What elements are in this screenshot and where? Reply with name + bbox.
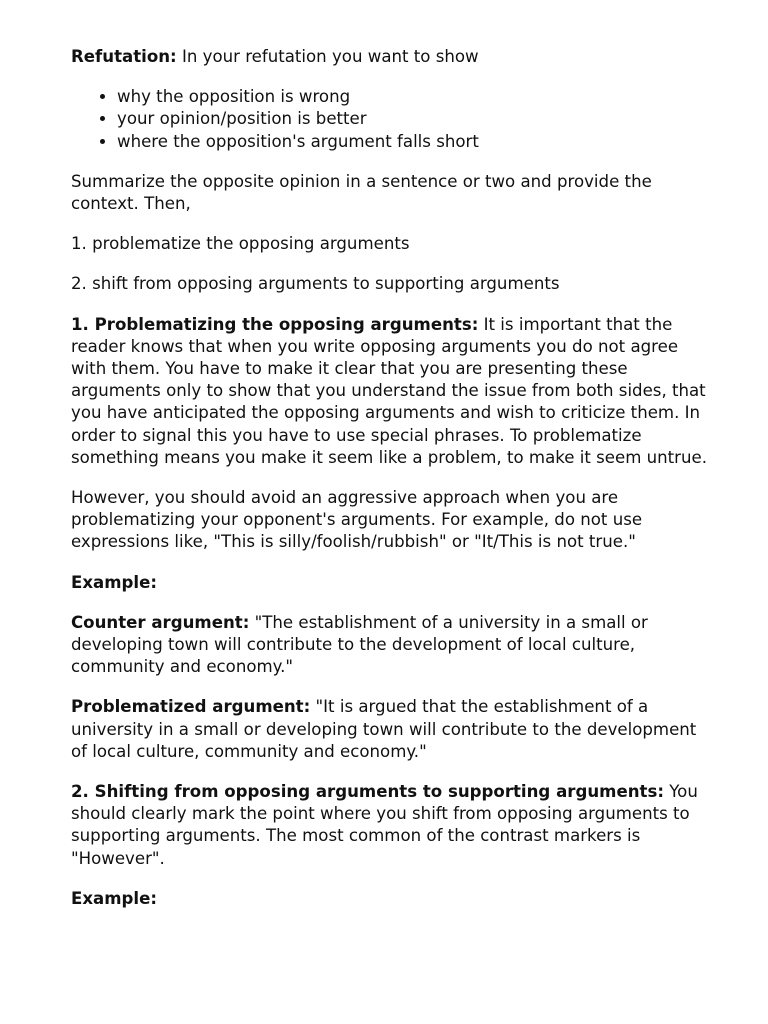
step-one: 1. problematize the opposing arguments (71, 234, 410, 254)
example-two-label (71, 888, 708, 910)
section-two-text: You should clearly mark the point where you shift from opposing arguments to supporting arguments. The most common of the contrast markers is "However". (71, 782, 698, 868)
counter-argument-label: Counter argument: (71, 612, 250, 632)
intro-paragraph (71, 46, 708, 68)
counter-argument-paragraph (71, 612, 708, 679)
section-two-paragraph (71, 781, 708, 870)
section-one-text: It is important that the reader knows that when you write opposing arguments you do not agree with them. You have to make it clear that you are presenting these arguments only to show that you understand the issue from both sides, that you have anticipated the opposing arguments and wish to criticize them. In order to signal this you have to use special phrases. To problematize something means you make it seem like a problem, to make it seem untrue. (71, 314, 707, 467)
summary-paragraph: Summarize the opposite opinion in a sentence or two and provide the context. Then, (71, 171, 652, 214)
intro-text: In your refutation you want to show (176, 47, 479, 66)
problematized-argument-label: Problematized argument: (71, 697, 311, 717)
list-item: • why the opposition is wrong (117, 86, 708, 108)
problematized-argument-text: "It is argued that the establishment of a university in a small or developing town will contribute to the development of local culture, community and economy." (71, 697, 697, 761)
however-paragraph: However, you should avoid an aggressive approach when you are problematizing your opponent's arguments. For example, do not use expressions like, "This is silly/foolish/rubbish" or "It/This is not true." (71, 488, 643, 552)
example-one-label (71, 572, 708, 594)
intro-label: Refutation: (71, 47, 177, 66)
example-one-label-text: Example: (71, 572, 157, 592)
section-two-heading: 2. Shifting from opposing arguments to supporting arguments: (71, 782, 664, 802)
section-one-paragraph (71, 314, 708, 469)
step-two: 2. shift from opposing arguments to supporting arguments (71, 274, 560, 294)
problematized-argument-paragraph (71, 696, 708, 763)
counter-argument-text: "The establishment of a university in a small or developing town will contribute to the development of local culture, community and economy." (71, 612, 648, 677)
example-two-label-text: Example: (71, 888, 157, 908)
list-item: • your opinion/position is better (117, 108, 708, 130)
list-item: • where the opposition's argument falls short (117, 131, 708, 153)
refutation-bullet-list (71, 86, 708, 153)
section-one-heading: 1. Problematizing the opposing arguments: (71, 314, 479, 334)
